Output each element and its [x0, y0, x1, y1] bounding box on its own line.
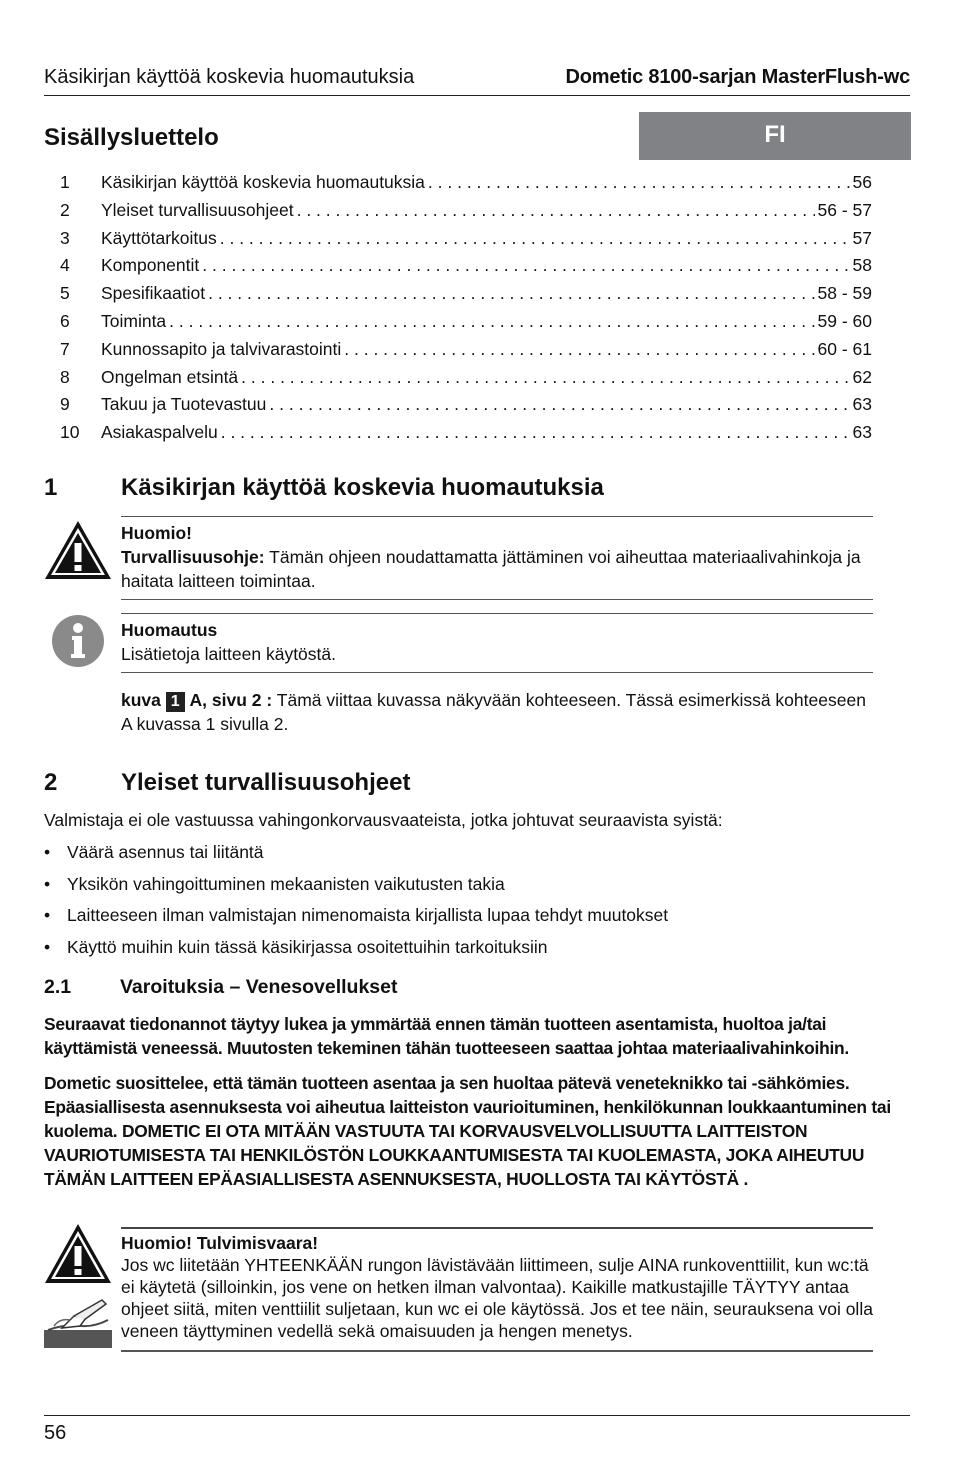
toc-entry-page: 58 - 59 [817, 283, 872, 304]
list-item-text: Laitteeseen ilman valmistajan nimenomaista kirjallista lupaa tehdyt muutokset [67, 905, 669, 925]
toc-leader-dots [220, 228, 850, 249]
list-item: • Laitteeseen ilman valmistajan nimenomaista kirjallista lupaa tehdyt muutokset [44, 905, 910, 937]
toc-leader-dots [169, 311, 814, 332]
flood-warning-bottom-rule [121, 1350, 873, 1352]
toc-entry-title: Kunnossapito ja talvivarastointi [101, 338, 342, 359]
toc-leader-dots [297, 200, 815, 221]
toc-entry-number: 2 [60, 199, 70, 220]
toc-entry-page: 56 - 57 [817, 199, 872, 220]
liability-list [44, 842, 910, 968]
toc-leader-dots [208, 283, 814, 304]
toc-entry-title: Asiakaspalvelu [101, 422, 218, 443]
toc-entry[interactable] [60, 311, 872, 339]
section-1-heading [44, 474, 604, 502]
toc-entry-title: Takuu ja Tuotevastuu [101, 394, 267, 415]
toc-entry[interactable] [60, 283, 872, 311]
caution-text: Tämän ohjeen noudattamatta jättäminen voi aiheuttaa materiaalivahinkoja ja haitata laitteen toimintaa. [121, 547, 861, 591]
toc-leader-dots [269, 394, 849, 415]
subsection-number: 2.1 [44, 976, 72, 998]
info-top-rule [121, 613, 873, 614]
toc-title: Sisällysluettelo [44, 124, 219, 151]
toc-entry-page: 63 [852, 422, 872, 443]
caution-body [121, 545, 873, 593]
section-title: Käsikirjan käyttöä koskevia huomautuksia [121, 474, 604, 501]
figref-text: Tämä viittaa kuvassa näkyvään kohteeseen. Tässä esimerkissä kohteeseen A kuvassa 1 sivulla 2. [121, 690, 866, 734]
list-item: • Väärä asennus tai liitäntä [44, 842, 910, 874]
caution-note [121, 521, 873, 593]
list-item-text: Väärä asennus tai liitäntä [67, 842, 264, 862]
toc-entry-title: Komponentit [101, 255, 200, 276]
running-header-right: Dometic 8100-sarjan MasterFlush-wc [565, 66, 910, 88]
info-bottom-rule [121, 672, 873, 673]
toc-entry-number: 9 [60, 394, 70, 415]
warning-triangle-icon [43, 1222, 113, 1285]
toc-entry-number: 10 [60, 422, 80, 443]
toc-entry-title: Käsikirjan käyttöä koskevia huomautuksia [101, 172, 425, 192]
list-item-text: Yksikön vahingoittuminen mekaanisten vaikutusten takia [67, 873, 505, 894]
caution-top-rule [121, 516, 873, 517]
toc-entry[interactable] [60, 367, 872, 395]
caution-label: Turvallisuusohje: [121, 547, 265, 567]
toc-entry-number: 6 [60, 310, 70, 331]
toc-entry[interactable] [60, 394, 872, 422]
figure-reference-note [121, 688, 873, 736]
flood-warning-top-rule [121, 1227, 873, 1229]
toc-leader-dots [202, 255, 849, 276]
flood-warning-text: Jos wc liitetään YHTEENKÄÄN rungon lävistävään liittimeen, sulje AINA runkoventtiilit, kun wc:tä ei käytetä (silloinkin, jos vene on hetken ilman valvontaa). Kaikille matkustajille TÄYTYY antaa ohjeet siitä, miten venttiilit suljetaan, kun wc ei ole käytössä. Jos et tee näin, seurauksena voi olla veneen täyttyminen vedellä sekä omaisuuden ja hengen menetys. [121, 1255, 873, 1341]
table-of-contents [60, 172, 872, 450]
toc-leader-dots [241, 367, 849, 388]
list-item: • Käyttö muihin kuin tässä käsikirjassa osoitettuihin tarkoituksiin [44, 937, 910, 969]
toc-entry-page: 57 [852, 227, 872, 248]
subsection-2-1-heading [44, 976, 398, 999]
page-number: 56 [44, 1422, 67, 1444]
toc-entry-page: 58 [852, 255, 872, 276]
subsection-title: Varoituksia – Venesovellukset [120, 976, 398, 998]
toc-entry-number: 1 [60, 172, 70, 192]
info-icon [51, 614, 105, 668]
toc-entry-page: 60 - 61 [817, 338, 872, 359]
list-item-text: Käyttö muihin kuin tässä käsikirjassa osoitettuihin tarkoituksiin [67, 936, 548, 957]
toc-entry-title: Spesifikaatiot [101, 283, 206, 304]
toc-entry-title: Yleiset turvallisuusohjeet [101, 199, 294, 220]
toc-entry-title: Ongelman etsintä [101, 366, 239, 387]
info-heading: Huomautus [121, 620, 218, 640]
info-note [121, 618, 873, 666]
toc-entry[interactable] [60, 339, 872, 367]
toc-entry-title: Käyttötarkoitus [101, 227, 217, 248]
toc-entry-number: 3 [60, 227, 70, 248]
toc-entry-page: 62 [852, 366, 872, 387]
toc-entry[interactable] [60, 200, 872, 228]
section-number: 1 [44, 474, 58, 501]
flood-warning-heading: Huomio! Tulvimisvaara! [121, 1233, 319, 1253]
section-title: Yleiset turvallisuusohjeet [121, 769, 411, 796]
footer-rule [44, 1415, 910, 1416]
toc-entry-number: 5 [60, 283, 70, 304]
toc-entry[interactable] [60, 422, 872, 450]
caution-heading: Huomio! [121, 523, 192, 543]
seacock-valve-icon [44, 1296, 112, 1348]
section-2-intro: Valmistaja ei ole vastuussa vahingonkorvausvaateista, jotka johtuvat seuraavista syistä: [44, 810, 723, 830]
running-header-left: Käsikirjan käyttöä koskevia huomautuksia [44, 66, 415, 88]
toc-leader-dots [344, 339, 814, 360]
header-rule [44, 95, 910, 96]
flood-warning-note [121, 1232, 873, 1342]
toc-entry-number: 4 [60, 255, 70, 276]
language-tab: FI [639, 112, 911, 160]
toc-entry-page: 63 [852, 394, 872, 415]
toc-entry-number: 7 [60, 338, 70, 359]
toc-entry-page: 59 - 60 [817, 310, 872, 331]
section-number: 2 [44, 769, 58, 796]
toc-entry-page: 56 [852, 172, 872, 192]
info-text: Lisätietoja laitteen käytöstä. [121, 644, 336, 664]
toc-entry[interactable] [60, 228, 872, 256]
caution-bottom-rule [121, 599, 873, 600]
toc-entry-title: Toiminta [101, 310, 167, 331]
toc-entry[interactable] [60, 255, 872, 283]
figref-ref: A, sivu 2 : [189, 690, 273, 710]
list-item: • Yksikön vahingoittuminen mekaanisten vaikutusten takia [44, 874, 910, 906]
section-2-heading [44, 769, 410, 797]
toc-entry[interactable] [60, 172, 872, 200]
marine-warning-paragraph-2: Dometic suosittelee, että tämän tuotteen asentaa ja sen huoltaa pätevä veneteknikko tai -sähkömies. Epäasiallisesta asennuksesta voi aiheutua laitteiston vaurioituminen, henkilökunnan loukkaantuminen tai kuolema. DOMETIC EI OTA MITÄÄN VASTUUTA TAI KORVAUSVELVOLLISUUTTA LAITTEISTON VAURIOTUMISESTA TAI HENKILÖSTÖN LOUKKAANTUMISESTA TAI KUOLEMASTA, JOKA AIHEUTUU TÄMÄN LAITTEEN EPÄASIALLISESTA ASENNUKSESTA, HUOLLOSTA TAI KÄYTÖSTÄ . [44, 1073, 891, 1189]
figref-kuva: kuva [121, 690, 161, 710]
marine-warning-paragraph-1: Seuraavat tiedonannot täytyy lukea ja ymmärtää ennen tämän tuotteen asentamista, huoltoa ja/tai käyttämistä veneessä. Muutosten tekeminen tähän tuotteeseen saattaa johtaa materiaalivahinkoihin. [44, 1014, 849, 1058]
warning-triangle-icon [43, 519, 113, 581]
figure-number-box: 1 [166, 692, 185, 712]
toc-entry-number: 8 [60, 366, 70, 387]
toc-leader-dots [428, 172, 850, 193]
toc-leader-dots [221, 422, 850, 443]
